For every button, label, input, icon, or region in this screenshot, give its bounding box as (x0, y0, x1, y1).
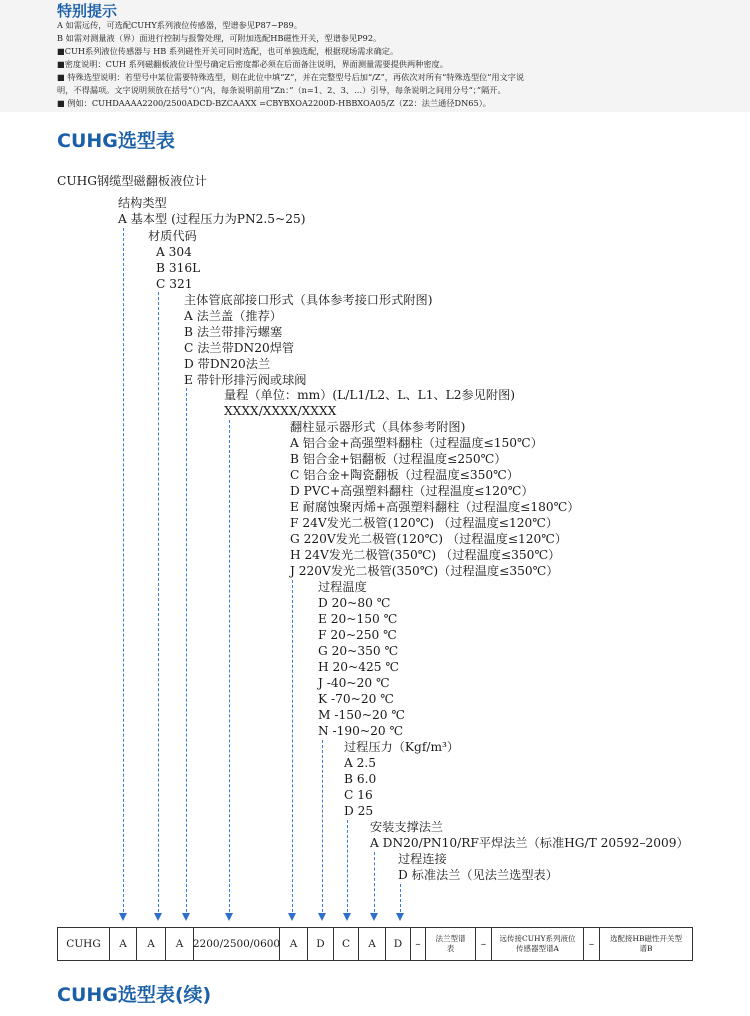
connector-line (158, 292, 159, 912)
notice-box (0, 0, 750, 112)
range-value: XXXX/XXXX/XXXX (224, 404, 337, 418)
temp-item: M -150~20 ℃ (318, 708, 405, 722)
notice-line: ■密度说明：CUH 系列磁翻板液位计型号确定后密度都必须在后面备注说明，界面测量需要提供两种密度。 (57, 59, 448, 69)
section-title-continued: CUHG选型表(续) (57, 984, 212, 1006)
connector-line (123, 228, 124, 912)
display-item: G 220V发光二极管(120℃) （过程温度≤120℃） (290, 532, 568, 546)
connection-item: D 标准法兰（见法兰选型表） (398, 868, 558, 882)
temp-item: D 20~80 ℃ (318, 596, 391, 610)
code-cell-connection: D (386, 928, 411, 960)
pressure-item: C 16 (344, 788, 373, 802)
temp-item: K -70~20 ℃ (318, 692, 394, 706)
connector-line (400, 884, 401, 912)
code-cell-dash: – (584, 928, 600, 960)
arrow-down-icon (318, 913, 326, 921)
section-title: CUHG选型表 (57, 130, 175, 152)
material-item: C 321 (156, 277, 193, 291)
display-item: F 24V发光二极管(120℃) （过程温度≤120℃） (290, 516, 559, 530)
material-item: A 304 (156, 245, 192, 259)
code-cell-flange: A (359, 928, 386, 960)
product-name: CUHG钢缆型磁翻板液位计 (57, 174, 207, 188)
arrow-down-icon (182, 913, 190, 921)
pressure-heading: 过程压力（Kgf/m³） (344, 740, 460, 754)
code-cell-flange-table: 法兰型谱表 (426, 928, 476, 960)
temp-item: H 20~425 ℃ (318, 660, 399, 674)
arrow-down-icon (119, 913, 127, 921)
connector-line (229, 420, 230, 912)
arrow-down-icon (396, 913, 404, 921)
temp-item: F 20~250 ℃ (318, 628, 397, 642)
code-cell-range: 2200/2500/0600 (194, 928, 280, 960)
pressure-item: A 2.5 (344, 756, 377, 770)
connector-line (292, 580, 293, 912)
code-cell-hb-spectrum: 选配接HB磁性开关型谱B (609, 934, 683, 953)
display-item: H 24V发光二极管(350℃) （过程温度≤350℃） (290, 548, 561, 562)
interface-item: D 带DN20法兰 (184, 357, 271, 371)
code-cell-temperature: D (308, 928, 334, 960)
range-heading: 量程（单位：mm）(L/L1/L2、L、L1、L2参见附图) (224, 388, 516, 402)
display-item: B 铝合金+铝翻板（过程温度≤250℃） (290, 452, 507, 466)
arrow-down-icon (225, 913, 233, 921)
flange-item: A DN20/PN10/RF平焊法兰（标准HG/T 20592–2009） (370, 836, 689, 850)
code-cell-series: CUHG (58, 928, 110, 960)
temp-item: J -40~20 ℃ (318, 676, 390, 690)
notice-line: 明，不得漏项。文字说明须放在括号“（）”内，每条说明前用“Zn：”（n=1、2、3、…）引导，每条说明之间用分号“；”隔开。 (57, 85, 506, 95)
notice-line: A 如需远传，可选配CUHY系列液位传感器，型谱参见P87~P89。 (57, 20, 302, 30)
structure-heading: 结构类型 (118, 196, 167, 210)
temp-heading: 过程温度 (318, 580, 367, 594)
model-code-bar (57, 927, 693, 961)
notice-line: B 如需对测量液（界）面进行控制与报警处理，可附加选配HB磁性开关，型谱参见P92。 (57, 33, 382, 43)
pressure-item: B 6.0 (344, 772, 377, 786)
flange-heading: 安装支撑法兰 (370, 820, 444, 834)
temp-item: G 20~350 ℃ (318, 644, 399, 658)
material-item: B 316L (156, 261, 201, 275)
display-item: D PVC+高强塑料翻柱（过程温度≤120℃） (290, 484, 534, 498)
display-item: J 220V发光二极管(350℃)（过程温度≤350℃） (290, 564, 559, 578)
interface-item: A 法兰盖（推荐） (184, 309, 282, 323)
code-cell-material: A (137, 928, 166, 960)
display-item: A 铝合金+高强塑料翻柱（过程温度≤150℃） (290, 436, 543, 450)
arrow-down-icon (370, 913, 378, 921)
code-cell-dash: – (476, 928, 492, 960)
interface-heading: 主体管底部接口形式（具体参考接口形式附图) (184, 293, 433, 307)
code-cell-display: A (280, 928, 308, 960)
notice-line: ■CUH系列液位传感器与 HB 系列磁性开关可同时选配，也可单独选配，根据现场需求确定。 (57, 46, 399, 56)
code-cell-structure: A (110, 928, 137, 960)
notice-title: 特别提示 (57, 2, 118, 20)
arrow-down-icon (154, 913, 162, 921)
interface-item: B 法兰带排污螺塞 (184, 325, 283, 339)
code-cell-cuhy-spectrum: 远传接CUHY系列液位传感器型谱A (492, 928, 584, 960)
connector-line (322, 740, 323, 912)
arrow-down-icon (288, 913, 296, 921)
material-heading: 材质代码 (148, 229, 197, 243)
code-cell-dash: – (411, 928, 426, 960)
display-item: E 耐腐蚀聚丙烯+高强塑料翻柱（过程温度≤180℃） (290, 500, 580, 514)
connector-line (374, 852, 375, 912)
interface-item: E 带针形排污阀或球阀 (184, 373, 307, 387)
code-cell-pressure: C (334, 928, 359, 960)
notice-line: ■ 特殊选型说明：若型号中某位需要特殊选型，则在此位中填“Z”，并在完整型号后加“/Z”，再依次对所有“特殊选型位”用文字说 (57, 72, 525, 82)
notice-line: ■ 例如：CUHDAAAA2200/2500ADCD-BZCAAXX =CBYBXOA2200D-HBBXOA05/Z（Z2：法兰通径DN65）。 (57, 98, 491, 108)
connection-heading: 过程连接 (398, 852, 447, 866)
arrow-down-icon (343, 913, 351, 921)
connector-line (186, 388, 187, 912)
code-cell-interface: A (166, 928, 194, 960)
display-item: C 铝合金+陶瓷翻板（过程温度≤350℃） (290, 468, 519, 482)
structure-item: A 基本型 (过程压力为PN2.5~25) (118, 212, 306, 226)
temp-item: N -190~20 ℃ (318, 724, 404, 738)
connector-line (347, 820, 348, 912)
temp-item: E 20~150 ℃ (318, 612, 398, 626)
display-heading: 翻柱显示器形式（具体参考附图) (290, 420, 466, 434)
pressure-item: D 25 (344, 804, 374, 818)
interface-item: C 法兰带DN20焊管 (184, 341, 295, 355)
